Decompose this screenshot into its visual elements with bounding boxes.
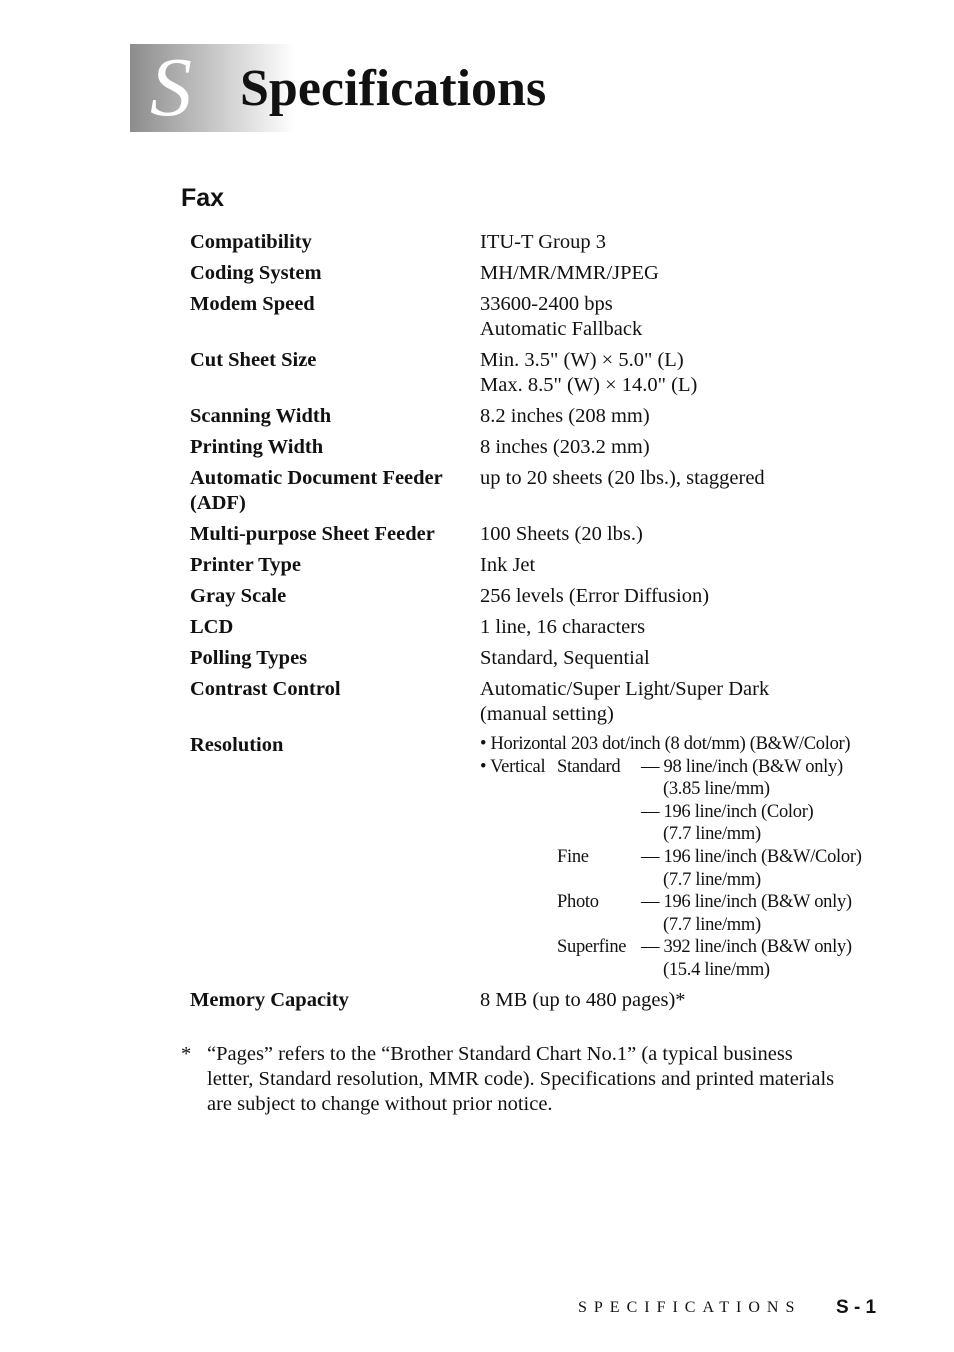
footnote [181,1042,881,1117]
footnote-mark: * [181,1043,192,1065]
page-title: Specifications [240,60,547,117]
spec-label: Cut Sheet Size [190,349,317,371]
resolution-line [480,756,890,779]
spec-value: Standard, Sequential [480,647,650,669]
spec-value: ITU-T Group 3 [480,231,607,253]
spec-label: Contrast Control [190,678,341,700]
resolution-value: — 196 line/inch (Color) [641,801,814,822]
spec-value: MH/MR/MMR/JPEG [480,262,659,284]
spec-row-printing [190,435,890,460]
resolution-value: — 98 line/inch (B&W only) [641,756,843,777]
spec-value: 8.2 inches (208 mm) [480,405,650,427]
resolution-vertical-prefix: • Vertical [480,756,546,777]
spec-value-line: Max. 8.5" (W) × 14.0" (L) [480,374,698,396]
resolution-mode: Photo [557,892,599,913]
resolution-value: (7.7 line/mm) [663,869,761,890]
spec-label: Polling Types [190,647,308,669]
spec-value: 8 inches (203.2 mm) [480,436,650,458]
spec-row-resolution [190,733,890,982]
spec-label: Modem Speed [190,293,315,315]
spec-row-lcd [190,615,890,640]
resolution-value: — 196 line/inch (B&W/Color) [641,846,862,867]
resolution-line [480,801,890,824]
spec-row-modem [190,292,890,342]
spec-table [190,230,890,1019]
resolution-line [480,823,890,846]
spec-row-contrast [190,677,890,727]
footnote-line: “Pages” refers to the “Brother Standard Chart No.1” (a typical business [207,1043,793,1065]
spec-value: Ink Jet [480,554,536,576]
resolution-line [480,936,890,959]
resolution-value: — 392 line/inch (B&W only) [641,937,852,958]
spec-row-polling [190,646,890,671]
resolution-details [480,733,890,982]
spec-value: 1 line, 16 characters [480,616,646,638]
spec-label: Multi-purpose Sheet Feeder [190,523,435,545]
spec-label: Coding System [190,262,322,284]
resolution-value: — 196 line/inch (B&W only) [641,892,852,913]
spec-row-memory [190,988,890,1013]
resolution-line [480,778,890,801]
spec-row-coding [190,261,890,286]
spec-row-gray [190,584,890,609]
resolution-line [480,846,890,869]
footer-section-title: SPECIFICATIONS [578,1299,802,1316]
spec-row-adf [190,466,890,516]
spec-value-line: Automatic Fallback [480,318,643,340]
spec-label: Printing Width [190,436,324,458]
spec-row-compatibility [190,230,890,255]
spec-label: Scanning Width [190,405,332,427]
spec-value [480,292,890,342]
spec-label: Gray Scale [190,585,287,607]
resolution-mode: Superfine [557,937,627,958]
spec-value: 256 levels (Error Diffusion) [480,585,710,607]
section-heading: Fax [181,184,225,212]
resolution-line [480,891,890,914]
resolution-horizontal: • Horizontal 203 dot/inch (8 dot/mm) (B&W/Color) [480,734,851,754]
spec-label-line: (ADF) [190,492,246,514]
spec-label: Memory Capacity [190,988,349,1011]
resolution-line [480,914,890,937]
spec-value-line: Automatic/Super Light/Super Dark [480,678,770,700]
spec-value-line: (manual setting) [480,703,614,725]
spec-value-line: 33600-2400 bps [480,293,613,315]
resolution-mode: Standard [557,756,621,777]
chapter-letter: S [150,41,192,134]
resolution-line [480,869,890,892]
spec-label [190,466,480,516]
spec-row-printer-type [190,553,890,578]
footnote-text [207,1042,881,1117]
resolution-value: (3.85 line/mm) [663,779,770,800]
spec-label: Printer Type [190,554,302,576]
footnote-line: letter, Standard resolution, MMR code). Specifications and printed materials [207,1068,835,1090]
spec-label: LCD [190,616,234,638]
spec-value: 8 MB (up to 480 pages)* [480,988,686,1011]
page-number: S - 1 [836,1297,877,1318]
resolution-value: (15.4 line/mm) [663,959,770,980]
footnote-line: are subject to change without prior notice. [207,1093,553,1115]
spec-label: Resolution [190,734,284,756]
resolution-value: (7.7 line/mm) [663,824,761,845]
spec-row-cut-sheet [190,348,890,398]
spec-value [480,677,890,727]
resolution-line [480,959,890,982]
spec-value: 100 Sheets (20 lbs.) [480,523,643,545]
spec-label-line: Automatic Document Feeder [190,467,443,489]
spec-value-line: Min. 3.5" (W) × 5.0" (L) [480,349,684,371]
spec-row-scanning [190,404,890,429]
spec-label: Compatibility [190,231,312,253]
resolution-mode: Fine [557,846,589,867]
resolution-value: (7.7 line/mm) [663,914,761,935]
spec-value [480,348,890,398]
spec-row-multi [190,522,890,547]
spec-value: up to 20 sheets (20 lbs.), staggered [480,467,765,489]
